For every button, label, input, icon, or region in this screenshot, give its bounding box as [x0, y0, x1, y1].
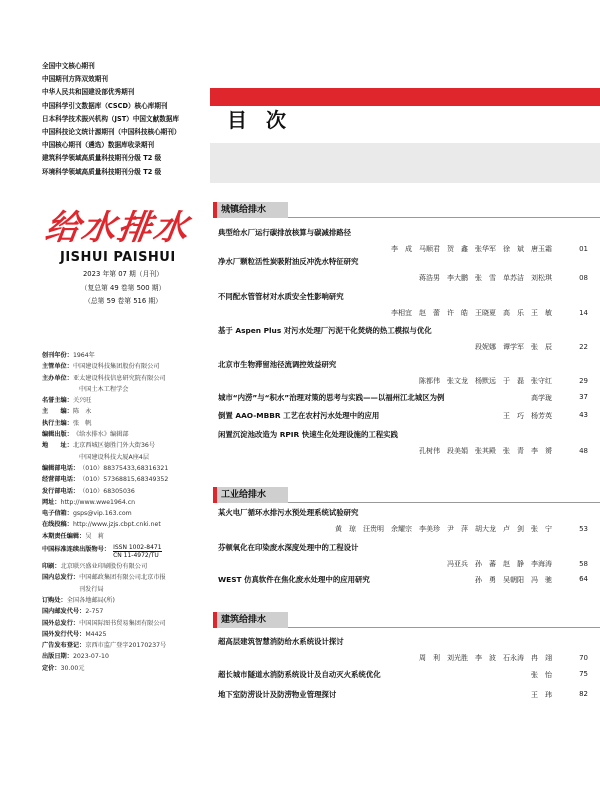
page-number: 64: [579, 575, 588, 583]
article-meta: [531, 690, 588, 700]
toc-entry[interactable]: [218, 411, 588, 421]
article-authors: 段妮娜 谭学军 张 辰: [475, 343, 552, 351]
issue-line: （复总第 49 卷第 500 期）: [80, 283, 166, 292]
article-authors: 王 巧 杨芳英: [503, 412, 552, 420]
info-value: 《给水排水》编辑部: [72, 431, 129, 439]
info-row: [42, 486, 217, 497]
issue-line: 2023 年第 07 期（月刊）: [82, 270, 163, 278]
toc-entry[interactable]: [218, 508, 588, 534]
article-meta: [218, 342, 588, 352]
article-title: 北京市生物滞留池径流调控效益研究: [218, 360, 337, 369]
indexing-item: 中国科学引文数据库（CSCD）核心库期刊: [42, 101, 168, 110]
toc-entry[interactable]: [218, 292, 588, 318]
info-row: [42, 418, 217, 429]
page-number: 22: [579, 343, 588, 351]
issn-number: ISSN 1002-8471: [113, 544, 162, 552]
info-value-continued: 刊发行局: [79, 585, 104, 593]
indexing-item: 中华人民共和国建设部优秀期刊: [42, 88, 135, 97]
article-title: 某火电厂循环水排污水预处理系统试验研究: [218, 508, 359, 517]
article-meta: [218, 524, 588, 534]
toc-entry[interactable]: [218, 257, 588, 283]
journal-logo: 给水排水: [42, 208, 193, 248]
article-title: 地下室防涝设计及防涝物业管理探讨: [218, 690, 337, 699]
article-meta: [531, 393, 588, 403]
section-divider: [288, 502, 600, 503]
info-label: 出版日期：: [42, 653, 73, 661]
info-label: 国外总发行：: [42, 619, 80, 627]
article-authors: 周 利 刘光胜 李 波 石永涛 冉 翊: [419, 654, 552, 662]
info-row: [42, 395, 217, 406]
info-label: 本期责任编辑：: [42, 532, 86, 540]
issn-box: [113, 544, 162, 559]
info-value: 亚太建设科技信息研究院有限公司: [72, 374, 166, 382]
info-value: gsps@vip.163.com: [72, 510, 132, 518]
article-meta: [503, 411, 588, 421]
article-meta: [218, 308, 588, 318]
article-authors: 孔树伟 段美娟 张其殿 张 青 李 赟: [419, 447, 552, 455]
page-number: 53: [579, 525, 588, 533]
info-value: 1964年: [72, 352, 95, 359]
toc-entry[interactable]: [218, 326, 588, 352]
toc-title: 目 次: [227, 108, 292, 132]
info-value: 关兴旺: [72, 397, 92, 405]
info-value: （010）68305036: [79, 487, 135, 495]
info-row: [42, 531, 217, 542]
indexing-item: 全国中文核心期刊: [42, 62, 95, 70]
info-row: [42, 406, 217, 417]
info-row: [42, 618, 217, 629]
info-row: [42, 629, 217, 640]
info-value: http://www.jzjs.cbpt.cnki.net: [72, 521, 161, 529]
indexing-item: 日本科学技术振兴机构（JST）中国文献数据库: [42, 114, 179, 123]
issue-info: [63, 268, 183, 309]
article-title: WEST 仿真软件在焦化废水处理中的应用研究: [218, 575, 370, 584]
info-label: 编辑出版：: [42, 431, 73, 439]
indexing-item: 环境科学领域高质量科技期刊分级 T2 级: [42, 167, 162, 176]
info-row-continued: [42, 452, 217, 463]
indexing-item: 中国期刊方阵双效期刊: [42, 75, 108, 84]
info-label: 国内邮发代号：: [42, 608, 86, 616]
article-meta: [218, 653, 588, 663]
issue-line: （总第 59 卷第 516 期）: [84, 297, 162, 305]
article-authors: 李 成 马顺君 贺 鑫 张华军 徐 斌 唐玉霜: [391, 245, 552, 253]
toc-entry[interactable]: [218, 393, 588, 403]
article-meta: [218, 244, 588, 254]
article-meta: [531, 670, 588, 680]
page-number: 48: [579, 447, 588, 455]
info-row: [42, 519, 217, 530]
info-label: 订购处：: [42, 596, 67, 604]
info-row: [42, 497, 217, 508]
indexing-item: 建筑科学领域高质量科技期刊分级 T2 级: [42, 154, 162, 163]
toc-entry[interactable]: [218, 543, 588, 569]
info-value-continued: 中国土木工程学会: [79, 385, 129, 393]
info-row: [42, 474, 217, 485]
issn-label: 中国标准连续出版物号：: [42, 546, 111, 554]
article-meta: [218, 446, 588, 456]
info-label: 主 编：: [42, 408, 73, 416]
info-value: （010）88375433,68316321: [79, 464, 169, 472]
article-authors: 李相宜 赵 蕾 许 皓 王晓夏 高 乐 王 敏: [391, 309, 552, 317]
info-value: 30.00元: [60, 664, 85, 672]
toc-entry[interactable]: [218, 690, 588, 700]
info-label: 广告发布登记：: [42, 642, 86, 650]
info-row: [42, 361, 217, 372]
article-title: 净水厂颗粒活性炭吸附油反冲洗水特征研究: [218, 257, 359, 266]
info-value: 中国国际图书贸易集团有限公司: [79, 619, 166, 627]
info-value: （010）57368815,68349352: [79, 476, 169, 484]
article-title: 超高层建筑智慧消防给水系统设计探讨: [218, 637, 344, 646]
info-row: [42, 350, 217, 361]
info-label: 印刷：: [42, 563, 61, 571]
page-number: 58: [579, 560, 588, 568]
info-row: [42, 663, 217, 674]
section-divider: [288, 627, 600, 628]
toc-entry[interactable]: [218, 670, 588, 680]
article-authors: 王 玮: [531, 691, 552, 699]
info-value: 中国建设科技集团股份有限公司: [72, 363, 160, 371]
page-number: 75: [579, 670, 588, 678]
info-label: 国内总发行：: [42, 574, 80, 582]
article-title: 城市“内涝”与“积水”治理对策的思考与实践——以福州江北城区为例: [218, 393, 445, 402]
article-title: 超长城市隧道水消防系统设计及自动灭火系统优化: [218, 670, 381, 679]
info-row: [42, 640, 217, 651]
article-authors: 张 怡: [531, 671, 552, 679]
info-label: 发行部电话：: [42, 487, 80, 495]
page-number: 14: [579, 309, 588, 317]
page-number: 70: [579, 654, 588, 662]
article-title: 不同配水管管材对水质安全性影响研究: [218, 292, 344, 301]
page-number: 82: [579, 690, 588, 698]
header-grey-band: [210, 143, 600, 183]
article-authors: 孙 勇 吴朝阳 冯 驰: [475, 576, 552, 584]
info-value: M4425: [85, 630, 107, 638]
article-title: 基于 Aspen Plus 对污水处理厂污泥干化焚烧的热工模拟与优化: [218, 326, 432, 335]
info-row: [42, 606, 217, 617]
info-label: 国外发行代号：: [42, 630, 86, 638]
toc-entry[interactable]: [218, 575, 588, 585]
info-value: 陈 永: [72, 408, 92, 416]
info-label: 创刊年份：: [42, 352, 73, 359]
info-value: 北京西城区德胜门外大街36号: [72, 442, 156, 450]
info-value: 全国各地邮局(所): [66, 596, 115, 604]
section-header: 建筑给排水: [213, 612, 288, 628]
info-value: 京西市监广登字20170237号: [85, 642, 167, 650]
indexing-item: 中国科技论文统计源期刊（中国科技核心期刊）: [42, 128, 181, 137]
info-label: 定价：: [42, 664, 61, 672]
info-value: http://www.wwe1964.cn: [60, 498, 136, 506]
page-number: 01: [579, 245, 588, 253]
section-header: 工业给排水: [213, 487, 288, 503]
info-label: 主管单位：: [42, 363, 73, 371]
info-row: [42, 572, 217, 583]
article-authors: 蒋浩男 李大鹏 张 雪 单苏洁 刘松琪: [419, 274, 552, 282]
section-divider: [288, 217, 600, 218]
info-row: [42, 440, 217, 451]
info-value: 北京联兴盛业印刷股份有限公司: [60, 563, 148, 571]
page-number: 43: [579, 411, 588, 419]
article-title: 典型给水厂运行碳排放核算与碳减排路径: [218, 228, 352, 237]
article-meta: [475, 575, 588, 585]
info-label: 执行主编：: [42, 419, 73, 427]
info-label: 网址：: [42, 498, 61, 506]
section-header: 城镇给排水: [213, 202, 288, 218]
article-title: 闲置沉淀池改造为 RPIR 快速生化处理设施的工程实践: [218, 430, 398, 439]
info-label: 地 址：: [42, 442, 73, 450]
cn-number: CN 11-4972/TU: [113, 552, 159, 560]
article-meta: [218, 559, 588, 569]
info-row-continued: [42, 384, 217, 395]
toc-entry[interactable]: [218, 430, 588, 456]
article-meta: [218, 273, 588, 283]
toc-entry[interactable]: [218, 228, 588, 254]
info-value: 中国邮政集团有限公司北京市报: [79, 574, 166, 582]
info-value: 2-757: [85, 608, 104, 616]
info-row: [42, 651, 217, 662]
indexing-list: [42, 60, 217, 179]
article-meta: [218, 376, 588, 386]
page-number: 08: [579, 274, 588, 282]
info-label: 经营部电话：: [42, 476, 80, 484]
info-label: 名誉主编：: [42, 397, 73, 405]
toc-entry[interactable]: [218, 637, 588, 663]
info-row: [42, 463, 217, 474]
info-row: [42, 373, 217, 384]
info-value: 张 帆: [72, 419, 92, 427]
info-row-continued: [42, 584, 217, 595]
info-label: 编辑部电话：: [42, 464, 80, 472]
page-number: 37: [579, 393, 588, 401]
page-number: 29: [579, 377, 588, 385]
publication-info: [42, 350, 217, 674]
article-title: 倒置 AAO-MBBR 工艺在农村污水处理中的应用: [218, 411, 380, 420]
info-value: 2023-07-10: [72, 653, 109, 661]
info-row: [42, 508, 217, 519]
info-row: [42, 595, 217, 606]
info-label: 在线投稿：: [42, 521, 73, 529]
journal-pinyin: JISHUI PAISHUI: [60, 250, 176, 265]
toc-entry[interactable]: [218, 360, 588, 386]
info-row: [42, 561, 217, 572]
info-value: 吴 莉: [85, 532, 104, 540]
article-authors: 冯亚兵 孙 蕃 赵 静 李海涛: [447, 560, 552, 568]
indexing-item: 中国核心期刊（遴选）数据库收录期刊: [42, 141, 155, 150]
article-authors: 高学珑: [531, 394, 552, 402]
article-title: 芬顿氧化在印染废水深度处理中的工程设计: [218, 543, 359, 552]
article-authors: 陈都伟 张文龙 杨默远 于 磊 张守红: [419, 377, 552, 385]
info-value-continued: 中国建设科技大厦A座4层: [79, 453, 150, 461]
issn-row: [42, 544, 217, 559]
info-label: 主办单位：: [42, 374, 73, 382]
article-authors: 黄 琼 汪贵明 余耀宗 李美珍 尹 萍 胡大龙 卢 剑 张 宁: [335, 525, 552, 533]
info-label: 电子信箱：: [42, 510, 73, 518]
info-row: [42, 429, 217, 440]
